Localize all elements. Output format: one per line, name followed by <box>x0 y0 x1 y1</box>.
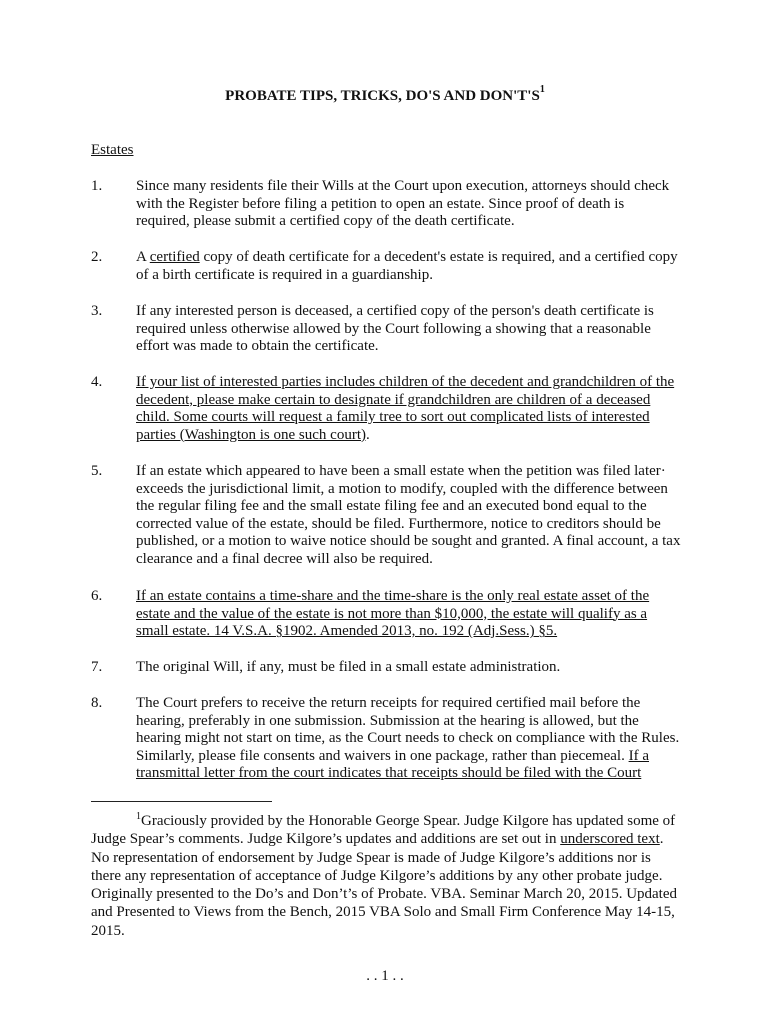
list-item-number: 6. <box>91 588 103 604</box>
document-title-text: PROBATE TIPS, TRICKS, DO'S AND DON'T'S <box>225 88 540 104</box>
text-segment: The original Will, if any, must be filed in a small estate administration. <box>136 659 561 675</box>
list-item-text <box>136 374 681 444</box>
list-item <box>91 178 681 231</box>
list-item <box>91 374 681 444</box>
text-segment: . No representation of endorsement by Judge Spear is made of Judge Kilgore’s additions nor is there any representation of acceptance of Judge Kilgore’s additions by any other probate judge. Originally presented to the Do’s and Don’t’s of Probate. VBA. Seminar March 20, 2015. Updated and Presented to Views from the Bench, 2015 VBA Solo and Small Firm Conference May 14-15, 2015. <box>91 831 678 939</box>
list-item <box>91 303 681 356</box>
list-item <box>91 588 681 641</box>
footnote-separator <box>91 801 272 802</box>
footnote-reference: 1 <box>539 84 545 95</box>
list-item-number: 4. <box>91 374 103 390</box>
list-item <box>91 659 681 677</box>
text-segment: Since many residents file their Wills at the Court upon execution, attorneys should check with the Register before filing a petition to open an estate. Since proof of death is required, please submit a certified copy of the death certificate. <box>136 178 670 230</box>
list-item-text <box>136 178 681 231</box>
underlined-text-segment: certified <box>149 249 200 265</box>
list-item-text <box>136 695 681 783</box>
text-segment: If an estate which appeared to have been a small estate when the petition was filed later· exceeds the jurisdictional limit, a motion to modify, coupled with the difference between the regular filing fee and the small estate filing fee and an executed bond equal to the corrected value of the estate, should be filed. Furthermore, notice to creditors should be published, or a motion to waive notice should be sought and granted. A final account, a tax clearance and a final decree will also be required. <box>136 463 681 567</box>
page-number: . . 1 . . <box>366 968 404 984</box>
text-segment: . <box>366 426 370 443</box>
underlined-text-segment: underscored text <box>560 831 660 848</box>
footnote <box>91 812 681 940</box>
list-item-text <box>136 303 681 356</box>
text-segment: A <box>136 249 150 265</box>
underlined-text-segment: If an estate contains a time-share and the time-share is the only real estate asset of the estate and the value of the estate is not more than $10,000, the estate will qualify as a small estate. 14 V.S.A. §1902. Amended 2013, no. 192 (Adj.Sess.) §5. <box>136 588 650 640</box>
list-item <box>91 249 681 284</box>
list-item-number: 2. <box>91 249 103 265</box>
list-item-text <box>136 463 681 569</box>
list-item-text <box>136 249 681 284</box>
text-segment: The Court prefers to receive the return receipts for required certified mail before the hearing, preferably in one submission. Submission at the hearing is allowed, but the hearing might not start on time, as the Court needs to check on compliance with the Rules. Similarly, please file consents and waivers in one package, rather than piecemeal. <box>136 695 680 764</box>
document-title <box>0 84 770 106</box>
underlined-text-segment: If a transmittal letter from the court indicates that receipts should be filed with the Court <box>136 747 649 782</box>
section-heading: Estates <box>91 142 134 158</box>
list-item-number: 1. <box>91 178 103 194</box>
list-item <box>91 463 681 569</box>
footnote-marker: 1 <box>136 811 141 822</box>
list-item-text <box>136 659 681 677</box>
underlined-text-segment: If your list of interested parties includes children of the decedent and grandchildren of the decedent, please make certain to designate if grandchildren are children of a deceased child. Some courts will request a family tree to sort out complicated lists of interested parties (Washington is one such court) <box>136 374 675 443</box>
list-item-number: 3. <box>91 303 103 319</box>
list-item-number: 7. <box>91 659 103 675</box>
text-segment: copy of death certificate for a decedent's estate is required, and a certified copy of a birth certificate is required in a guardianship. <box>136 249 678 283</box>
list-item <box>91 695 681 783</box>
list-item-number: 5. <box>91 463 103 479</box>
list-item-number: 8. <box>91 695 103 711</box>
text-segment: Graciously provided by the Honorable George Spear. Judge Kilgore has updated some of Judge Spear’s comments. Judge Kilgore’s updates and additions are set out in <box>91 813 676 848</box>
text-segment: If any interested person is deceased, a certified copy of the person's death certificate is required unless otherwise allowed by the Court following a showing that a reasonable effort was made to obtain the certificate. <box>136 303 654 355</box>
list-item-text <box>136 588 681 641</box>
